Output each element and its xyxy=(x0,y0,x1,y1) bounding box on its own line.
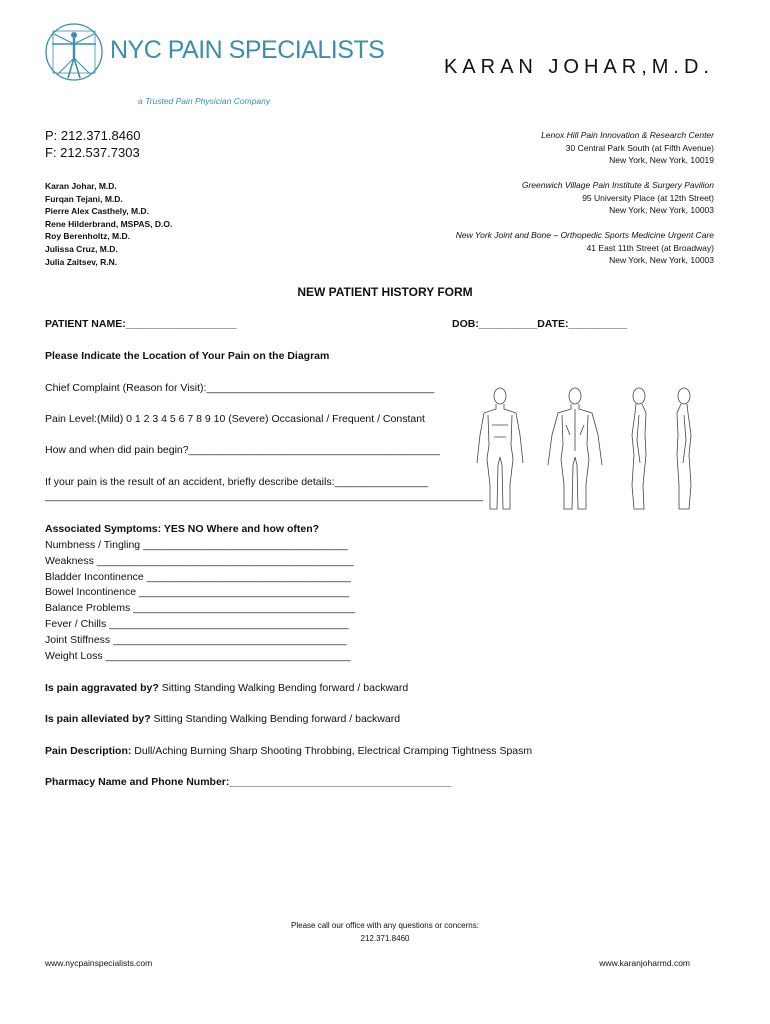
staff-member: Pierre Alex Casthely, M.D. xyxy=(45,206,149,217)
symptoms-heading: Associated Symptoms: YES NO Where and how often? xyxy=(45,523,320,535)
staff-member: Julissa Cruz, M.D. xyxy=(45,243,118,254)
footer-contact xyxy=(0,919,770,945)
symptom-balance[interactable]: Balance Problems ______________________________________ xyxy=(45,602,356,614)
alleviated-label: Is pain alleviated by? xyxy=(45,713,151,725)
form-title: NEW PATIENT HISTORY FORM xyxy=(297,285,473,299)
patient-name-field[interactable]: PATIENT NAME:___________________ xyxy=(45,318,237,330)
location-joint-and-bone xyxy=(456,229,714,267)
alleviated-row[interactable] xyxy=(45,713,400,725)
staff-member: Furqan Tejani, M.D. xyxy=(45,193,123,204)
chief-complaint-field[interactable]: Chief Complaint (Reason for Visit):_______________________________________ xyxy=(45,382,435,394)
pain-level-scale[interactable]: Pain Level:(Mild) 0 1 2 3 4 5 6 7 8 9 10 (Severe) Occasional / Frequent / Constant xyxy=(45,413,425,425)
description-row[interactable] xyxy=(45,745,532,757)
footer-phone: 212.371.8460 xyxy=(360,934,410,943)
staff-member: Roy Berenholtz, M.D. xyxy=(45,231,131,242)
accident-details-line[interactable]: ___________________________________________________________________________ xyxy=(45,490,483,502)
location-city: New York, New York, 10003 xyxy=(609,255,714,265)
description-label: Pain Description: xyxy=(45,745,132,757)
location-name: Lenox Hill Pain Innovation & Research Center xyxy=(541,130,714,140)
location-address: 30 Central Park South (at Fifth Avenue) xyxy=(565,142,714,153)
location-address: 41 East 11th Street (at Broadway) xyxy=(586,242,714,253)
staff-member: Karan Johar, M.D. xyxy=(45,181,117,191)
aggravated-label: Is pain aggravated by? xyxy=(45,682,159,694)
aggravated-row[interactable] xyxy=(45,682,408,694)
symptom-bladder[interactable]: Bladder Incontinence ___________________________________ xyxy=(45,571,351,583)
doctor-name: KARAN JOHAR,M.D. xyxy=(443,56,714,78)
body-right-side-icon[interactable] xyxy=(622,385,657,515)
pharmacy-field[interactable]: Pharmacy Name and Phone Number:______________________________________ xyxy=(45,776,452,788)
staff-list xyxy=(45,180,172,268)
body-back-view-icon[interactable] xyxy=(540,385,610,515)
body-front-view-icon[interactable] xyxy=(470,385,530,515)
location-city: New York, New York, 10003 xyxy=(609,205,714,215)
diagram-instruction: Please Indicate the Location of Your Pain on the Diagram xyxy=(45,350,330,362)
fax-number: F: 212.537.7303 xyxy=(45,145,140,160)
symptom-fever[interactable]: Fever / Chills _________________________________________ xyxy=(45,618,349,630)
symptom-weakness[interactable]: Weakness ____________________________________________ xyxy=(45,555,354,567)
tagline: a Trusted Pain Physician Company xyxy=(138,96,271,106)
logo-text: NYC PAIN SPECIALISTS xyxy=(110,36,385,64)
location-lenox-hill xyxy=(541,129,714,167)
phone-number: P: 212.371.8460 xyxy=(45,128,141,143)
dob-date-field[interactable]: DOB:__________DATE:__________ xyxy=(452,318,627,330)
location-greenwich-village xyxy=(522,179,714,217)
aggravated-options[interactable]: Sitting Standing Walking Bending forward / backward xyxy=(158,682,409,694)
body-left-side-icon[interactable] xyxy=(666,385,701,515)
location-name: New York Joint and Bone – Orthopedic Sports Medicine Urgent Care xyxy=(455,230,714,240)
accident-details-field[interactable]: If your pain is the result of an accident, briefly describe details:________________ xyxy=(45,476,428,488)
vitruvian-logo-icon xyxy=(44,22,104,82)
symptom-weight-loss[interactable]: Weight Loss __________________________________________ xyxy=(45,650,351,662)
alleviated-options[interactable]: Sitting Standing Walking Bending forward / backward xyxy=(150,713,401,725)
symptom-joint-stiffness[interactable]: Joint Stiffness ________________________________________ xyxy=(45,634,347,646)
website-link-left[interactable]: www.nycpainspecialists.com xyxy=(45,958,153,968)
website-link-right[interactable]: www.karanjoharmd.com xyxy=(599,958,690,968)
symptom-bowel[interactable]: Bowel Incontinence ____________________________________ xyxy=(45,586,350,598)
footer-contact-text: Please call our office with any questions or concerns: xyxy=(291,921,479,930)
staff-member: Julia Zaitsev, R.N. xyxy=(45,256,118,267)
description-options[interactable]: Dull/Aching Burning Sharp Shooting Throbbing, Electrical Cramping Tightness Spasm xyxy=(131,745,533,757)
location-city: New York, New York, 10019 xyxy=(609,155,714,165)
staff-member: Rene Hilderbrand, MSPAS, D.O. xyxy=(45,218,173,229)
location-address: 95 University Place (at 12th Street) xyxy=(582,192,714,203)
pain-begin-field[interactable]: How and when did pain begin?___________________________________________ xyxy=(45,444,440,456)
symptom-numbness[interactable]: Numbness / Tingling ___________________________________ xyxy=(45,539,348,551)
location-name: Greenwich Village Pain Institute & Surgery Pavilion xyxy=(521,180,714,190)
